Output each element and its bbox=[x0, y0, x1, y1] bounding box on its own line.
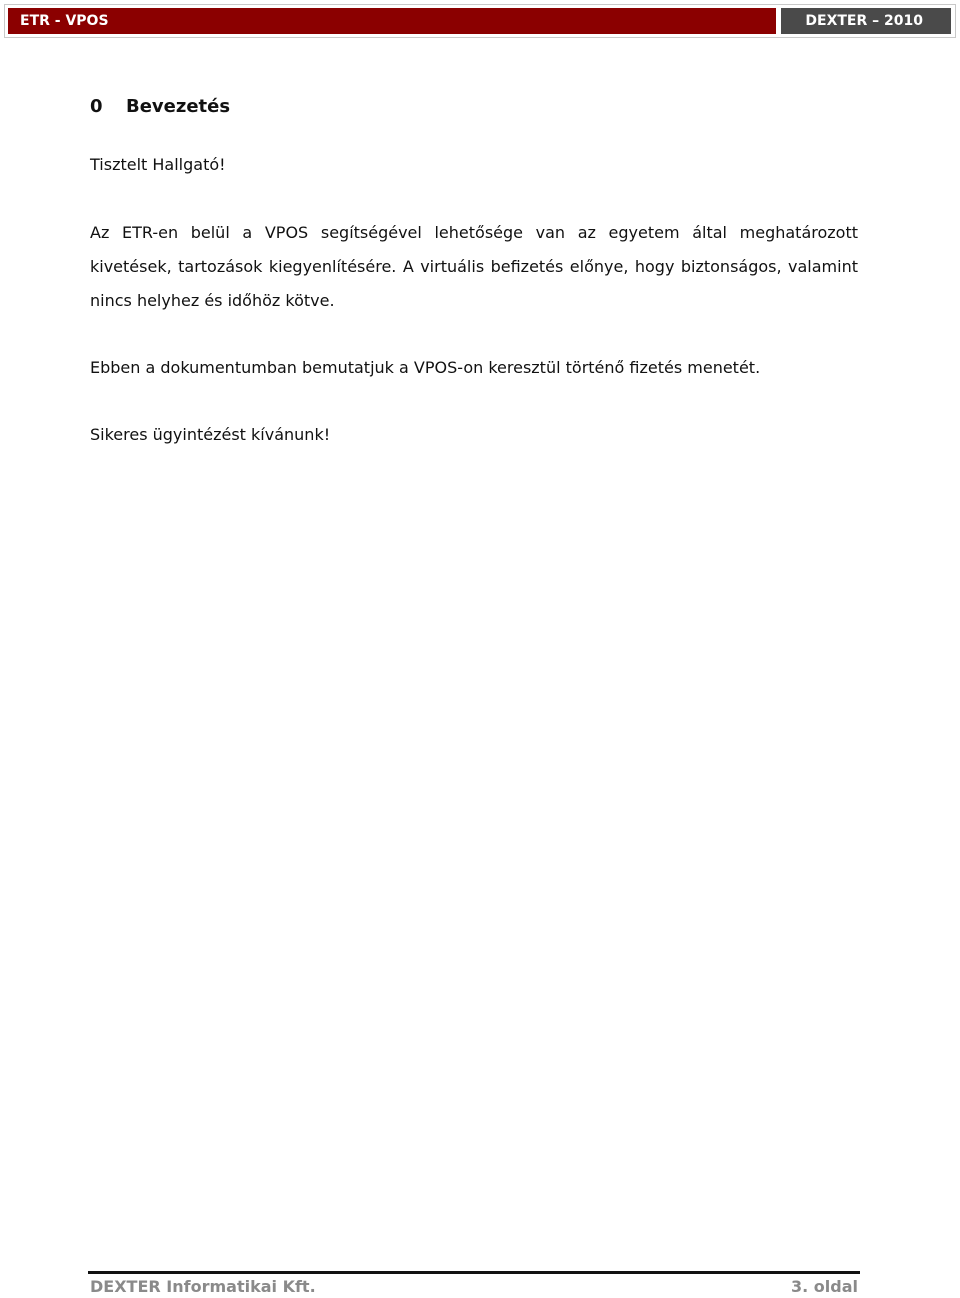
intro-paragraph: Az ETR-en belül a VPOS segítségével lehetősége van az egyetem által meghatározott kivetések, tartozások kiegyenlítésére. A virtuális befizetés előnye, hogy biztonságos, valamint nincs helyhez és időhöz kötve. bbox=[90, 223, 858, 310]
section-title: Bevezetés bbox=[126, 96, 231, 117]
greeting-paragraph: Tisztelt Hallgató! bbox=[90, 155, 226, 174]
header-company-year: DEXTER – 2010 bbox=[781, 8, 951, 34]
section-heading bbox=[90, 92, 858, 122]
page-header bbox=[4, 4, 956, 38]
section-number: 0 bbox=[90, 96, 103, 117]
closing-paragraph: Sikeres ügyintézést kívánunk! bbox=[90, 425, 331, 444]
footer-company: DEXTER Informatikai Kft. bbox=[90, 1277, 316, 1296]
document-purpose-paragraph: Ebben a dokumentumban bemutatjuk a VPOS-on keresztül történő fizetés menetét. bbox=[90, 358, 761, 377]
header-document-title: ETR - VPOS bbox=[8, 8, 776, 34]
document-body bbox=[90, 92, 858, 452]
footer-divider bbox=[88, 1271, 860, 1274]
footer-page-number: 3. oldal bbox=[791, 1277, 858, 1296]
